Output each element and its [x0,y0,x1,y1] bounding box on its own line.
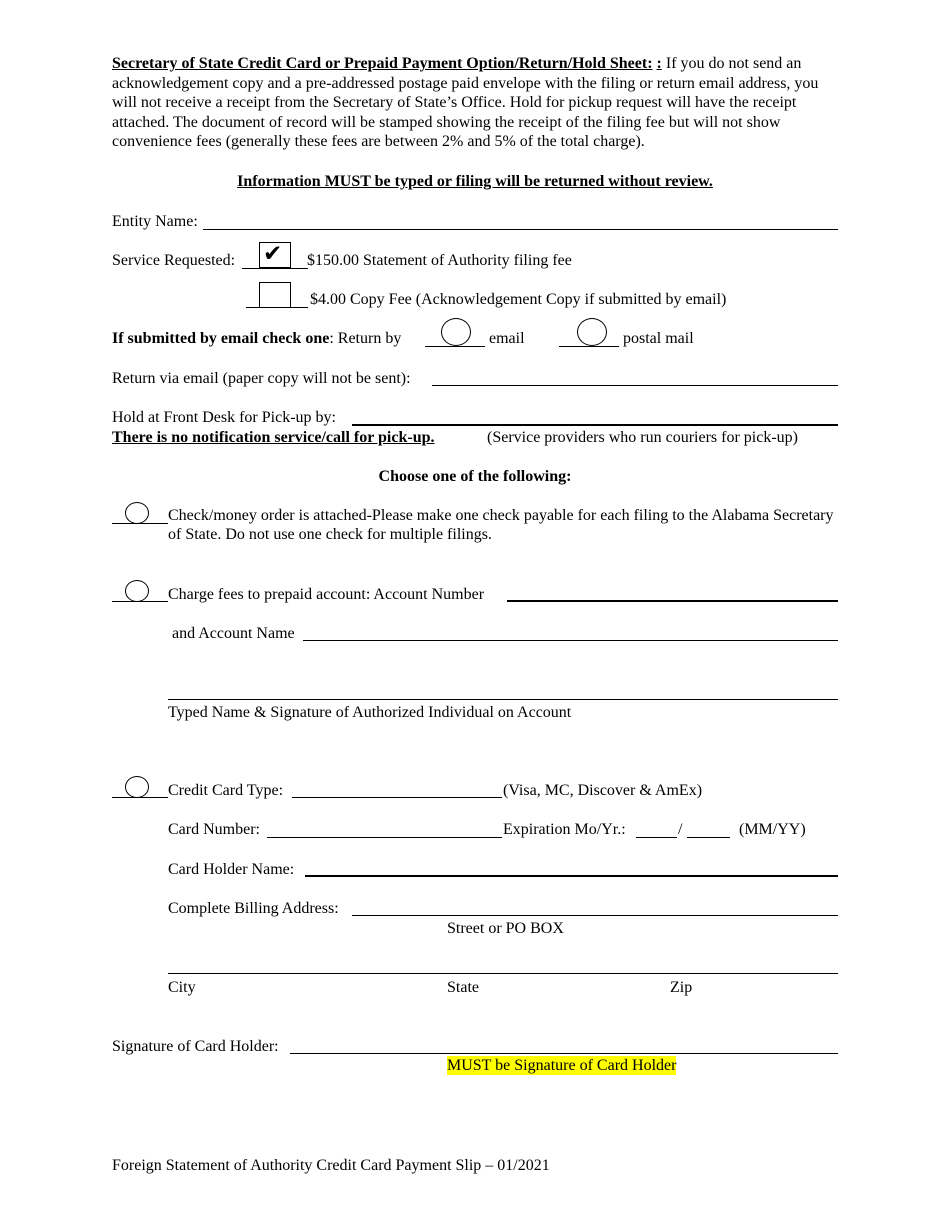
state-caption: State [447,979,479,996]
signature-requirement-note: MUST be Signature of Card Holder [447,1057,677,1074]
intro-paragraph [112,54,834,152]
check-option-text: Check/money order is attached-Please make one check payable for each filing to the Alabama Secretary of State. Do not use one check for multiple filings. [168,507,834,543]
expiration-format: (MM/YY) [739,821,806,838]
service-option2-checkbox[interactable] [259,282,291,308]
footer-text: Foreign Statement of Authority Credit Card Payment Slip – 01/2021 [112,1157,550,1174]
prepaid-account-number-field[interactable] [507,600,838,602]
email-option-radio[interactable] [441,318,471,346]
intro-text: If you do not send an acknowledgement copy and a pre-addressed postage paid envelope with the filing or return email address, you will not receive a receipt from the Secretary of State’s Office. Hold for pickup request will have the receipt attached. The document of record will be stamped showing the receipt of the filing fee but will not show convenience fees (generally these fees are between 2% and 5% of the total charge). [112,55,819,151]
email-option-label: email [489,330,525,347]
billing-city-state-zip-field[interactable] [168,973,838,974]
title-colon: : [656,55,662,72]
card-holder-signature-label: Signature of Card Holder: [112,1038,279,1055]
card-number-field[interactable] [267,837,502,838]
billing-street-field[interactable] [352,915,838,916]
expiration-label: Expiration Mo/Yr.: [503,821,626,838]
return-email-label: Return via email (paper copy will not be sent): [112,370,411,387]
credit-card-option-radio[interactable] [125,776,149,798]
zip-caption: Zip [670,979,693,996]
card-number-label: Card Number: [168,821,260,838]
email-return-label: If submitted by email check one: Return by [112,330,402,347]
service-option2-label: $4.00 Copy Fee (Acknowledgement Copy if submitted by email) [310,291,727,308]
check-option-radio[interactable] [125,502,149,524]
account-name-field[interactable] [303,640,838,641]
billing-address-label: Complete Billing Address: [168,900,339,917]
checkmark-icon: ✔ [263,241,283,267]
hold-pickup-label: Hold at Front Desk for Pick-up by: [112,409,336,426]
typed-notice: Information MUST be typed or filing will be returned without review. [237,173,713,190]
card-type-note: (Visa, MC, Discover & AmEx) [503,782,703,799]
return-email-field[interactable] [432,385,838,386]
expiration-year-field[interactable] [687,837,730,838]
account-name-label: and Account Name [172,625,295,642]
email-option-underline [425,346,485,347]
service-option1-underline [242,268,308,269]
choose-heading: Choose one of the following: [378,468,572,485]
hold-pickup-field[interactable] [352,424,838,426]
postal-option-underline [559,346,619,347]
sheet-title: Secretary of State Credit Card or Prepaid Payment Option/Return/Hold Sheet: [112,55,653,72]
card-type-field[interactable] [292,797,502,798]
authorized-signature-field[interactable] [168,699,838,700]
entity-name-field[interactable] [203,229,838,230]
city-caption: City [168,979,196,996]
no-notification-notice: There is no notification service/call for pick-up. [112,429,435,446]
prepaid-option-radio[interactable] [125,580,149,602]
expiration-separator: / [678,821,683,838]
prepaid-account-number-label: Charge fees to prepaid account: Account Number [168,586,485,603]
expiration-month-field[interactable] [636,837,677,838]
card-type-label: Credit Card Type: [168,782,284,799]
card-holder-name-field[interactable] [305,875,838,877]
postal-option-label: postal mail [623,330,694,347]
postal-option-radio[interactable] [577,318,607,346]
authorized-signature-caption: Typed Name & Signature of Authorized Individual on Account [168,704,572,721]
service-option1-label: $150.00 Statement of Authority filing fee [307,252,572,269]
card-holder-name-label: Card Holder Name: [168,861,295,878]
card-holder-signature-field[interactable] [290,1053,838,1054]
service-requested-label: Service Requested: [112,252,236,269]
street-caption: Street or PO BOX [447,920,564,937]
courier-note: (Service providers who run couriers for pick-up) [487,429,799,446]
entity-name-label: Entity Name: [112,213,198,230]
